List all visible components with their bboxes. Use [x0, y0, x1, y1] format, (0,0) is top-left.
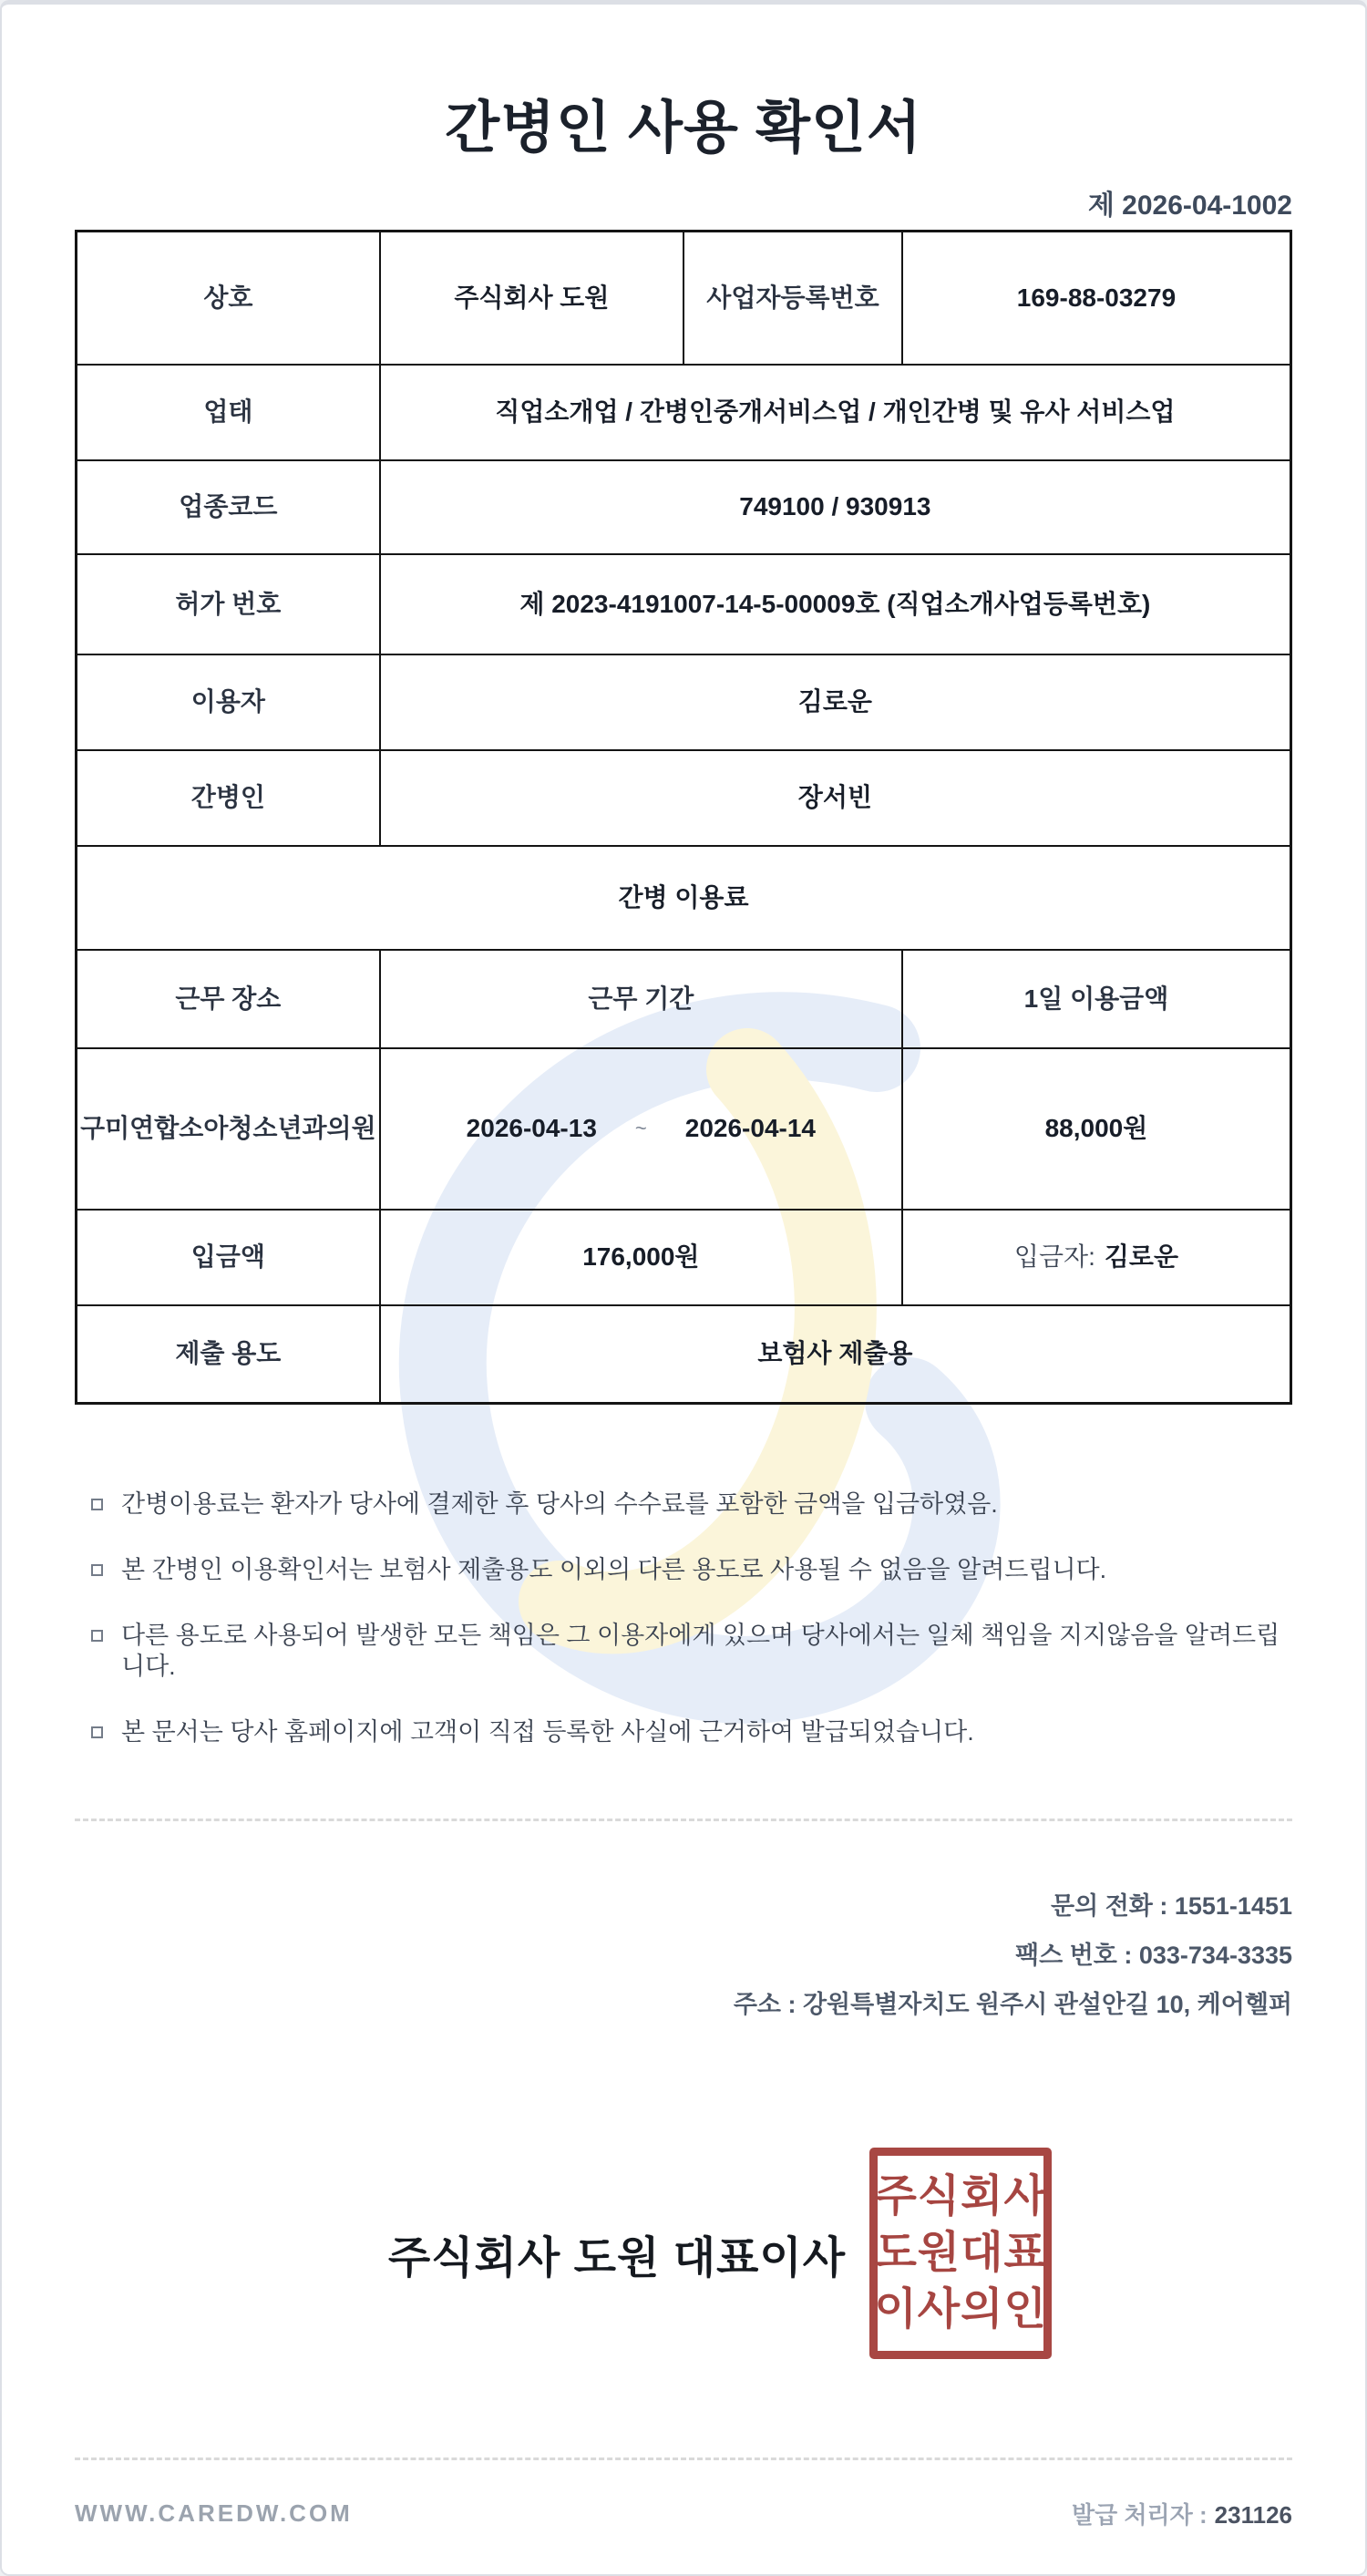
depositor-label: 입금자:: [1013, 1242, 1095, 1271]
industry-code-value: 749100 / 930913: [380, 460, 1291, 554]
note-text: 본 간병인 이용확인서는 보험사 제출용도 이외의 다른 용도로 사용될 수 없음을 알려드립니다.: [121, 1556, 1107, 1584]
square-bullet-icon: [91, 1499, 103, 1510]
table-row: [77, 232, 1291, 365]
footer: [75, 2458, 1292, 2530]
user-label: 이용자: [77, 654, 380, 750]
square-bullet-icon: [91, 1726, 103, 1738]
signature-row: [111, 2148, 1329, 2359]
note-text: 본 문서는 당사 홈페이지에 고객이 직접 등록한 사실에 근거하여 발급되었습니다.: [121, 1718, 974, 1747]
period-end: 2026-04-14: [684, 1114, 816, 1142]
dashed-divider: [75, 2458, 1292, 2460]
daily-header: 1일 이용금액: [902, 950, 1291, 1048]
caregiver-value: 장서빈: [380, 750, 1291, 846]
signature-text: 주식회사 도원 대표이사: [387, 2233, 847, 2282]
deposit-value: 176,000원: [380, 1210, 902, 1305]
stamp-line: 이사의인: [874, 2285, 1047, 2334]
period-header: 근무 기간: [380, 950, 902, 1048]
issuer-value: 231126: [1214, 2501, 1292, 2529]
daily-value: 88,000원: [902, 1048, 1291, 1210]
square-bullet-icon: [91, 1564, 103, 1576]
business-type-value: 직업소개업 / 간병인중개서비스업 / 개인간병 및 유사 서비스업: [380, 365, 1291, 460]
contact-fax: 팩스 번호 : 033-734-3335: [1015, 1942, 1292, 1970]
note-item: [75, 1554, 1292, 1585]
table-row: [77, 750, 1291, 846]
stamp-line: 주식회사: [874, 2171, 1047, 2221]
note-item: [75, 1716, 1292, 1747]
table-row: [77, 365, 1291, 460]
issuer-info: [1072, 2497, 1292, 2530]
issuer-label: 발급 처리자 :: [1071, 2501, 1208, 2529]
confirmation-table: [75, 230, 1292, 1405]
stamp-line: 도원대표: [874, 2229, 1047, 2278]
permit-label: 허가 번호: [77, 554, 380, 654]
purpose-label: 제출 용도: [77, 1305, 380, 1404]
industry-code-label: 업종코드: [77, 460, 380, 554]
business-type-label: 업태: [77, 365, 380, 460]
period-tilde: ~: [634, 1117, 647, 1139]
note-text: 간병이용료는 환자가 당사에 결제한 후 당사의 수수료를 포함한 금액을 입금하였음.: [121, 1490, 998, 1519]
fee-data-row: [77, 1048, 1291, 1210]
notes-list: [75, 1489, 1292, 1747]
company-value: 주식회사 도원: [380, 232, 684, 365]
note-text: 다른 용도로 사용되어 발생한 모든 책임은 그 이용자에게 있으며 당사에서는 일체 책임을 지지않음을 알려드립니다.: [121, 1622, 1280, 1681]
place-header: 근무 장소: [77, 950, 380, 1048]
document-number: 제 2026-04-1002: [1087, 191, 1292, 222]
note-item: [75, 1489, 1292, 1520]
biz-reg-value: 169-88-03279: [902, 232, 1291, 365]
caregiver-label: 간병인: [77, 750, 380, 846]
company-seal-stamp: [869, 2148, 1052, 2359]
user-value: 김로운: [380, 654, 1291, 750]
page-title: 간병인 사용 확인서: [445, 97, 922, 160]
depositor-name: 김로운: [1104, 1242, 1179, 1271]
place-value: 구미연합소아청소년과의원: [77, 1048, 380, 1210]
deposit-row: [77, 1210, 1291, 1305]
dashed-divider: [75, 1819, 1292, 1821]
website-url: WWW.CAREDW.COM: [75, 2499, 353, 2527]
contact-address: 주소 : 강원특별자치도 원주시 관설안길 10, 케어헬퍼: [733, 1991, 1292, 2019]
deposit-label: 입금액: [77, 1210, 380, 1305]
table-row: [77, 554, 1291, 654]
period-start: 2026-04-13: [466, 1114, 597, 1142]
biz-reg-label: 사업자등록번호: [684, 232, 902, 365]
table-row: [77, 654, 1291, 750]
fee-section-title-row: [77, 846, 1291, 950]
fee-section-title: 간병 이용료: [77, 846, 1291, 950]
permit-value: 제 2023-4191007-14-5-00009호 (직업소개사업등록번호): [380, 554, 1291, 654]
fee-header-row: [77, 950, 1291, 1048]
period-value: [380, 1048, 902, 1210]
company-label: 상호: [77, 232, 380, 365]
purpose-row: [77, 1305, 1291, 1404]
purpose-value: 보험사 제출용: [380, 1305, 1291, 1404]
note-item: [75, 1620, 1292, 1682]
table-row: [77, 460, 1291, 554]
depositor-cell: [902, 1210, 1291, 1305]
contact-block: [75, 1881, 1292, 2029]
square-bullet-icon: [91, 1630, 103, 1642]
contact-phone: 문의 전화 : 1551-1451: [1051, 1892, 1292, 1921]
